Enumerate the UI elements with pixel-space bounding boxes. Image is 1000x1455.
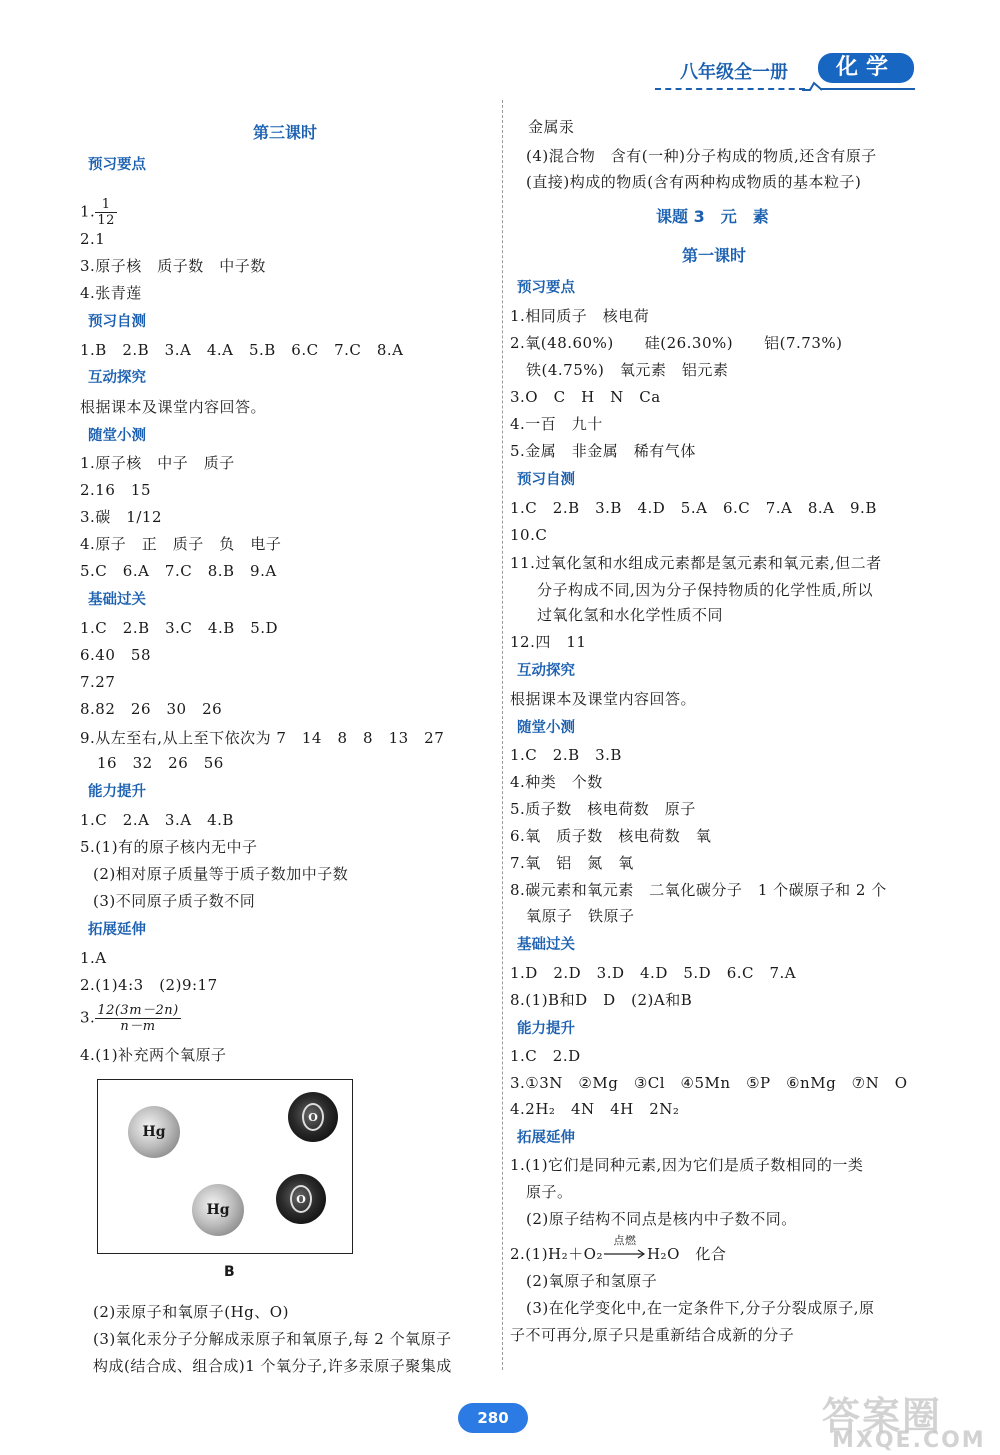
answer-line: 9.从左至右,从上至下依次为 7 14 8 8 13 27 — [80, 729, 445, 747]
answer-line: 5.C 6.A 7.C 8.B 9.A — [80, 562, 277, 580]
equation-line: 2.(1)H₂＋O₂ 点燃 H₂O 化合 — [510, 1244, 726, 1269]
answer-line: 4.一百 九十 — [510, 415, 603, 433]
section-heading: 拓展延伸 — [517, 1130, 575, 1146]
answer-line: 3. $\frac{12(3m-2n)}{n-m}$ — [80, 1003, 179, 1034]
section-heading: 预习自测 — [517, 472, 575, 488]
answer-line: 3.碳 1/12 — [80, 508, 162, 526]
section-heading: 能力提升 — [517, 1021, 575, 1037]
answer-line: (3)不同原子质子数不同 — [93, 892, 256, 910]
answer-line: 8.(1)B和D D (2)A和B — [510, 991, 693, 1009]
answer-line: 6.40 58 — [80, 646, 151, 664]
section-heading: 随堂小测 — [517, 720, 575, 736]
answer-line: 铁(4.75%) 氧元素 铝元素 — [526, 361, 729, 379]
answer-line: 3.原子核 质子数 中子数 — [80, 257, 266, 275]
topic-title: 课题 3 元 素 — [656, 207, 769, 226]
column-divider — [502, 100, 503, 1370]
answer-line: 4.种类 个数 — [510, 773, 603, 791]
answer-line: 2.16 15 — [80, 481, 151, 499]
mercury-atom: Hg — [128, 1106, 180, 1158]
answer-line: 2.(1)4:3 (2)9:17 — [80, 976, 218, 994]
section-heading: 拓展延伸 — [88, 922, 146, 938]
answer-line: 原子。 — [526, 1183, 573, 1201]
section-heading: 预习要点 — [88, 157, 146, 173]
answer-line: 1.相同质子 核电荷 — [510, 307, 650, 325]
answer-line: 根据课本及课堂内容回答。 — [510, 690, 697, 708]
section-heading: 互动探究 — [88, 370, 146, 386]
answer-line: (2)汞原子和氧原子(Hg、O) — [93, 1303, 289, 1321]
answer-line: 1.原子核 中子 质子 — [80, 454, 235, 472]
header-solid-rule — [820, 88, 915, 90]
answer-line: 5.质子数 核电荷数 原子 — [510, 800, 696, 818]
reaction-condition: 点燃 — [613, 1234, 637, 1247]
answer-line: (2)氧原子和氢原子 — [526, 1272, 658, 1290]
answer-line: 11.过氧化氢和水组成元素都是氢元素和氧元素,但二者 — [510, 554, 882, 572]
figure-caption: B — [224, 1264, 235, 1280]
answer-line: 2.1 — [80, 230, 106, 248]
answer-line: 16 32 26 56 — [97, 754, 224, 772]
answer-line: 4.原子 正 质子 负 电子 — [80, 535, 282, 553]
answer-line: 构成(结合成、组合成)1 个氧分子,许多汞原子聚集成 — [93, 1357, 452, 1375]
answer-line: (4)混合物 含有(一种)分子构成的物质,还含有原子 — [526, 147, 877, 165]
answer-line: (3)在化学变化中,在一定条件下,分子分裂成原子,原 — [526, 1299, 875, 1317]
answer-line: 8.82 26 30 26 — [80, 700, 223, 718]
answer-line: 1.D 2.D 3.D 4.D 5.D 6.C 7.A — [510, 964, 797, 982]
answer-line: 1.B 2.B 3.A 4.A 5.B 6.C 7.C 8.A — [80, 341, 404, 359]
section-heading: 随堂小测 — [88, 428, 146, 444]
lesson-title: 第三课时 — [253, 123, 318, 142]
answer-line: 3.①3N ②Mg ③Cl ④5Mn ⑤P ⑥nMg ⑦N O — [510, 1074, 908, 1092]
header-rule-notch — [800, 80, 824, 94]
answer-line: 1.C 2.A 3.A 4.B — [80, 811, 234, 829]
answer-line: (2)相对原子质量等于质子数加中子数 — [93, 865, 349, 883]
answer-line: 4.2H₂ 4N 4H 2N₂ — [510, 1100, 680, 1118]
answer-line: 6.氧 质子数 核电荷数 氧 — [510, 827, 712, 845]
answer-line: 1.(1)它们是同种元素,因为它们是质子数相同的一类 — [510, 1156, 864, 1174]
lesson-title: 第一课时 — [682, 246, 747, 265]
answer-line: 5.金属 非金属 稀有气体 — [510, 442, 696, 460]
answer-line: 2.氧(48.60%) 硅(26.30%) 铝(7.73%) — [510, 334, 843, 352]
answer-line: 10.C — [510, 526, 548, 544]
answer-line: 过氧化氢和水化学性质不同 — [537, 606, 724, 624]
answer-line: 根据课本及课堂内容回答。 — [80, 398, 267, 416]
watermark-logo: 答案圈 — [822, 1394, 943, 1438]
section-heading: 能力提升 — [88, 784, 146, 800]
answer-line: 金属汞 — [528, 118, 575, 136]
subject-badge: 化学 — [818, 53, 914, 83]
answer-line: 3.O C H N Ca — [510, 388, 661, 406]
answer-line: 8.碳元素和氧元素 二氧化碳分子 1 个碳原子和 2 个 — [510, 881, 887, 899]
answer-line: 子不可再分,原子只是重新结合成新的分子 — [510, 1326, 795, 1344]
answer-line: (直接)构成的物质(含有两种构成物质的基本粒子) — [526, 173, 862, 191]
answer-line: 7.27 — [80, 673, 116, 691]
answer-line: 4.(1)补充两个氧原子 — [80, 1046, 227, 1064]
answer-line: 4.张青莲 — [80, 284, 142, 302]
section-heading: 预习自测 — [88, 314, 146, 330]
oxygen-atom: O — [288, 1092, 338, 1142]
answer-line: 1.C 2.D — [510, 1047, 581, 1065]
oxygen-atom: O — [276, 1174, 326, 1224]
answer-line: (3)氧化汞分子分解成汞原子和氧原子,每 2 个氧原子 — [93, 1330, 452, 1348]
answer-line: 1. $\frac{1}{12}$ — [80, 197, 115, 228]
answer-line: 1.A — [80, 949, 107, 967]
section-heading: 基础过关 — [88, 592, 146, 608]
answer-line: 7.氧 铝 氮 氧 — [510, 854, 634, 872]
answer-line: 分子构成不同,因为分子保持物质的化学性质,所以 — [537, 581, 874, 599]
watermark-url: MXQE.COM — [832, 1428, 986, 1453]
answer-line: 1.C 2.B 3.B 4.D 5.A 6.C 7.A 8.A 9.B — [510, 499, 877, 517]
answer-line: 5.(1)有的原子核内无中子 — [80, 838, 258, 856]
atom-figure-box — [97, 1079, 353, 1254]
page-number: 280 — [458, 1403, 528, 1433]
mercury-atom: Hg — [192, 1184, 244, 1236]
answer-line: (2)原子结构不同点是核内中子数不同。 — [526, 1210, 797, 1228]
answer-line: 氧原子 铁原子 — [526, 907, 635, 925]
section-heading: 预习要点 — [517, 280, 575, 296]
section-heading: 基础过关 — [517, 937, 575, 953]
answer-line: 12.四 11 — [510, 633, 587, 651]
answer-line: 1.C 2.B 3.B — [510, 746, 622, 764]
book-grade: 八年级全一册 — [680, 62, 788, 83]
answer-line: 1.C 2.B 3.C 4.B 5.D — [80, 619, 279, 637]
header-dashed-rule — [655, 88, 805, 90]
section-heading: 互动探究 — [517, 663, 575, 679]
